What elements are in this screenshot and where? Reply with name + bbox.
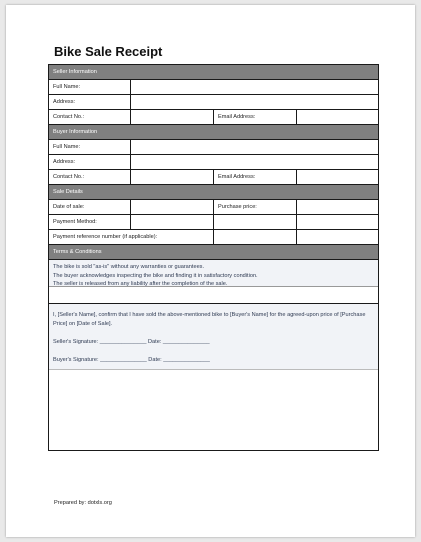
- terms-text-block: [49, 260, 378, 287]
- document-title: Bike Sale Receipt: [54, 44, 163, 59]
- buyer-contact-field[interactable]: [131, 170, 214, 184]
- sale-section-header: Sale Details: [49, 185, 378, 200]
- purchase-price-label: Purchase price:: [214, 200, 297, 214]
- buyer-email-field[interactable]: [297, 170, 378, 184]
- payment-method-row: [49, 215, 378, 230]
- confirmation-block: [49, 304, 378, 370]
- payment-method-field[interactable]: [131, 215, 214, 229]
- terms-section-header: Terms & Conditions: [49, 245, 378, 260]
- sale-date-label: Date of sale:: [49, 200, 131, 214]
- seller-address-label: Address:: [49, 95, 131, 109]
- seller-contact-field[interactable]: [131, 110, 214, 124]
- receipt-form: [48, 64, 379, 451]
- buyer-full-name-field[interactable]: [131, 140, 378, 154]
- blank-row: [49, 287, 378, 304]
- prepared-by-footer: Prepared by: dotxls.org: [54, 500, 112, 506]
- seller-signature-line[interactable]: Seller's Signature: _______________ Date: _______________: [53, 339, 210, 345]
- seller-full-name-label: Full Name:: [49, 80, 131, 94]
- terms-line: The bike is sold "as-is" without any warranties or guarantees.: [53, 264, 205, 270]
- terms-line: The seller is released from any liability after the completion of the sale.: [53, 281, 228, 288]
- buyer-section-header: Buyer Information: [49, 125, 378, 140]
- buyer-signature-line[interactable]: Buyer's Signature: _______________ Date: _______________: [53, 357, 210, 363]
- payment-method-label: Payment Method:: [49, 215, 131, 229]
- payment-reference-label: Payment reference number (if applicable):: [49, 230, 214, 244]
- buyer-full-name-label: Full Name:: [49, 140, 131, 154]
- seller-email-field[interactable]: [297, 110, 378, 124]
- buyer-address-field[interactable]: [131, 155, 378, 169]
- payment-reference-extra-cell[interactable]: [297, 230, 378, 244]
- seller-contact-label: Contact No.:: [49, 110, 131, 124]
- seller-contact-row: [49, 110, 378, 125]
- buyer-address-row: [49, 155, 378, 170]
- payment-method-extra-cell[interactable]: [214, 215, 297, 229]
- payment-method-extra-cell-2[interactable]: [297, 215, 378, 229]
- buyer-contact-label: Contact No.:: [49, 170, 131, 184]
- confirmation-statement: I, [Seller's Name], confirm that I have sold the above-mentioned bike to [Buyer's Name] for the agreed-upon price of [Purchase Price] on [Date of Sale].: [53, 312, 366, 327]
- terms-line: The buyer acknowledges inspecting the bike and finding it in satisfactory condition.: [53, 272, 258, 279]
- buyer-email-label: Email Address:: [214, 170, 297, 184]
- buyer-address-label: Address:: [49, 155, 131, 169]
- payment-reference-field[interactable]: [214, 230, 297, 244]
- seller-section-header: Seller Information: [49, 65, 378, 80]
- seller-address-field[interactable]: [131, 95, 378, 109]
- seller-email-label: Email Address:: [214, 110, 297, 124]
- sale-date-row: [49, 200, 378, 215]
- seller-full-name-row: [49, 80, 378, 95]
- purchase-price-field[interactable]: [297, 200, 378, 214]
- payment-reference-row: [49, 230, 378, 245]
- seller-full-name-field[interactable]: [131, 80, 378, 94]
- sale-date-field[interactable]: [131, 200, 214, 214]
- buyer-contact-row: [49, 170, 378, 185]
- seller-address-row: [49, 95, 378, 110]
- buyer-full-name-row: [49, 140, 378, 155]
- document-page: [6, 5, 415, 537]
